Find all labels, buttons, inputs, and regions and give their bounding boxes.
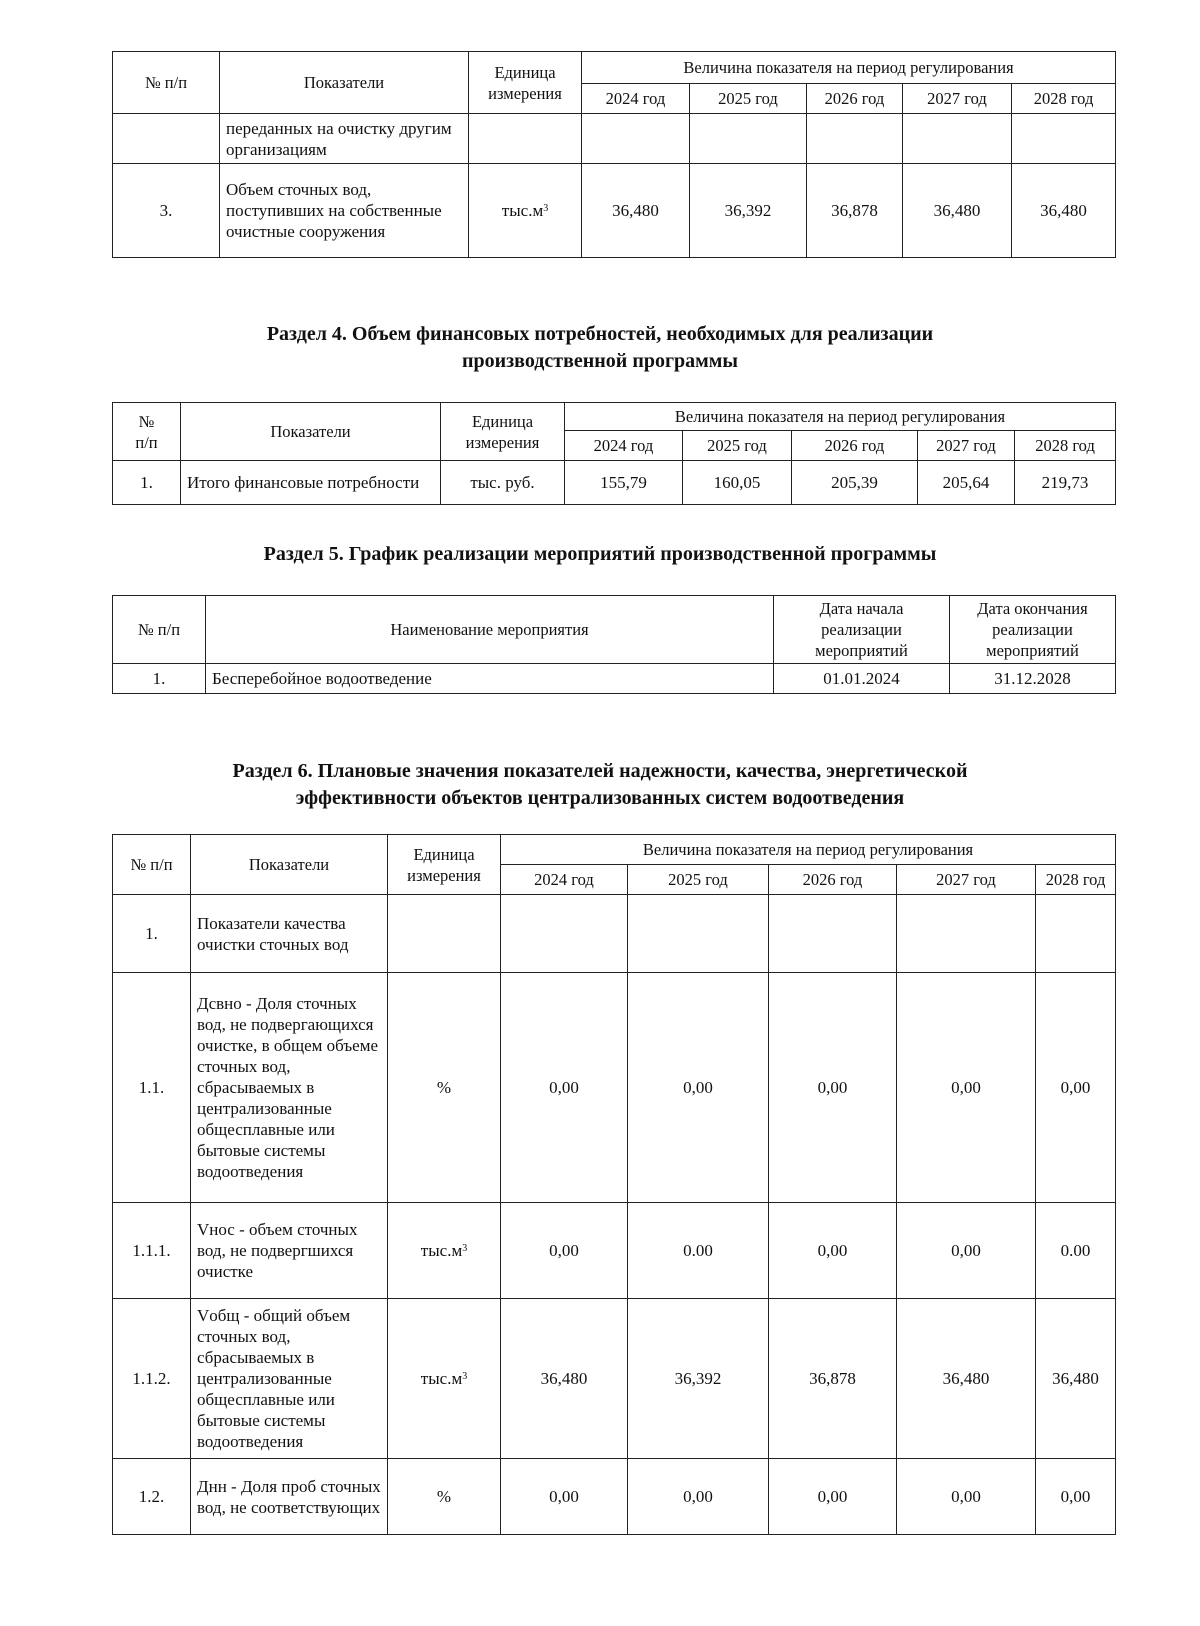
row-start-date: 01.01.2024 (774, 664, 950, 694)
row-indicator: Объем сточных вод, поступивших на собственные очистные сооружения (220, 164, 469, 258)
row-unit: % (388, 973, 501, 1203)
header-year: 2027 год (897, 865, 1036, 895)
row-value: 0.00 (1036, 1203, 1116, 1299)
row-value: 0,00 (501, 1203, 628, 1299)
header-num: № п/п (113, 403, 181, 461)
row-value: 0,00 (501, 973, 628, 1203)
header-indicator: Показатели (191, 835, 388, 895)
header-year: 2025 год (628, 865, 769, 895)
row-end-date: 31.12.2028 (950, 664, 1116, 694)
row-indicator: Итого финансовые потребности (181, 461, 441, 505)
row-value (501, 895, 628, 973)
row-unit: $тыс.м^3$ (388, 1299, 501, 1459)
header-year: 2028 год (1036, 865, 1116, 895)
row-num: 1. (113, 461, 181, 505)
header-num: № п/п (113, 52, 220, 114)
row-value (903, 114, 1012, 164)
table-row (113, 895, 1116, 973)
row-num: 1.2. (113, 1459, 191, 1535)
row-value: 36,480 (582, 164, 690, 258)
table-section4 (112, 402, 1116, 505)
row-unit (469, 114, 582, 164)
header-start-date: Дата начала реализации мероприятий (774, 596, 950, 664)
row-value: 0,00 (628, 1459, 769, 1535)
row-value: 0.00 (628, 1203, 769, 1299)
header-year: 2026 год (807, 84, 903, 114)
row-value: 219,73 (1015, 461, 1116, 505)
header-year: 2025 год (690, 84, 807, 114)
row-value (1036, 895, 1116, 973)
header-year: 2026 год (792, 431, 918, 461)
table-row (113, 114, 1116, 164)
table-row (113, 1299, 1116, 1459)
row-num: 1. (113, 664, 206, 694)
row-value (690, 114, 807, 164)
row-num: 3. (113, 164, 220, 258)
row-value: 0,00 (769, 973, 897, 1203)
header-period: Величина показателя на период регулирования (501, 835, 1116, 865)
row-unit: $тыс.м^3$ (388, 1203, 501, 1299)
row-num: 1. (113, 895, 191, 973)
section4-title: Раздел 4. Объем финансовых потребностей, необходимых для реализации производственной программы (266, 323, 934, 372)
row-indicator: Днн - Доля проб сточных вод, не соответствующих (191, 1459, 388, 1535)
header-period: Величина показателя на период регулирования (582, 52, 1116, 84)
row-indicator: переданных на очистку другим организациям (220, 114, 469, 164)
header-num: № п/п (113, 596, 206, 664)
row-value: 155,79 (565, 461, 683, 505)
row-indicator: Vобщ - общий объем сточных вод, сбрасываемых в централизованные общесплавные или бытовые системы водоотведения (191, 1299, 388, 1459)
row-name: Бесперебойное водоотведение (206, 664, 774, 694)
header-indicator: Показатели (181, 403, 441, 461)
row-value: 36,392 (690, 164, 807, 258)
table-row (113, 164, 1116, 258)
row-num: 1.1.2. (113, 1299, 191, 1459)
row-unit (388, 895, 501, 973)
row-value (897, 895, 1036, 973)
row-indicator: Дсвно - Доля сточных вод, не подвергающихся очистке, в общем объеме сточных вод, сбрасываемых в централизованные общесплавные или бытовые системы водоотведения (191, 973, 388, 1203)
section6-title: Раздел 6. Плановые значения показателей надежности, качества, энергетической эффективности объектов централизованных систем водоотведения (232, 760, 968, 809)
header-year: 2025 год (683, 431, 792, 461)
table-row (113, 1203, 1116, 1299)
row-value: 205,64 (918, 461, 1015, 505)
row-value: 160,05 (683, 461, 792, 505)
row-value: 205,39 (792, 461, 918, 505)
row-value: 36,480 (1012, 164, 1116, 258)
header-name: Наименование мероприятия (206, 596, 774, 664)
header-unit: Единица измерения (388, 835, 501, 895)
row-value: 36,392 (628, 1299, 769, 1459)
row-indicator: Показатели качества очистки сточных вод (191, 895, 388, 973)
row-value: 0,00 (1036, 1459, 1116, 1535)
table-row (113, 1459, 1116, 1535)
row-value: 36,878 (807, 164, 903, 258)
row-value (807, 114, 903, 164)
header-unit: Единица измерения (469, 52, 582, 114)
row-value: 0,00 (501, 1459, 628, 1535)
row-value: 0,00 (769, 1459, 897, 1535)
header-num: № п/п (113, 835, 191, 895)
header-year: 2027 год (903, 84, 1012, 114)
row-value (769, 895, 897, 973)
header-year: 2024 год (501, 865, 628, 895)
row-unit: % (388, 1459, 501, 1535)
table-section3 (112, 51, 1116, 258)
table-section6 (112, 834, 1116, 1535)
header-period: Величина показателя на период регулирования (565, 403, 1116, 431)
header-unit: Единица измерения (441, 403, 565, 461)
row-num: 1.1. (113, 973, 191, 1203)
header-year: 2028 год (1012, 84, 1116, 114)
row-value: 36,480 (501, 1299, 628, 1459)
row-value: 0,00 (897, 973, 1036, 1203)
header-year: 2028 год (1015, 431, 1116, 461)
table-section5 (112, 595, 1116, 694)
row-value: 36,480 (897, 1299, 1036, 1459)
header-year: 2026 год (769, 865, 897, 895)
header-year: 2024 год (565, 431, 683, 461)
row-value (1012, 114, 1116, 164)
table-row (113, 973, 1116, 1203)
section5-title: Раздел 5. График реализации мероприятий производственной программы (263, 543, 937, 565)
header-year: 2027 год (918, 431, 1015, 461)
row-value: 0,00 (628, 973, 769, 1203)
row-value: 0,00 (897, 1459, 1036, 1535)
row-value: 0,00 (769, 1203, 897, 1299)
row-unit: тыс. руб. (441, 461, 565, 505)
table-row (113, 461, 1116, 505)
table-row (113, 664, 1116, 694)
row-value (628, 895, 769, 973)
row-value: 36,480 (1036, 1299, 1116, 1459)
row-value: 36,878 (769, 1299, 897, 1459)
header-end-date: Дата окончания реализации мероприятий (950, 596, 1116, 664)
row-value: 36,480 (903, 164, 1012, 258)
header-year: 2024 год (582, 84, 690, 114)
row-num: 1.1.1. (113, 1203, 191, 1299)
row-unit: $тыс.м^3$ (469, 164, 582, 258)
row-value: 0,00 (1036, 973, 1116, 1203)
row-indicator: Vнос - объем сточных вод, не подвергшихся очистке (191, 1203, 388, 1299)
header-indicator: Показатели (220, 52, 469, 114)
row-value (582, 114, 690, 164)
row-num (113, 114, 220, 164)
row-value: 0,00 (897, 1203, 1036, 1299)
